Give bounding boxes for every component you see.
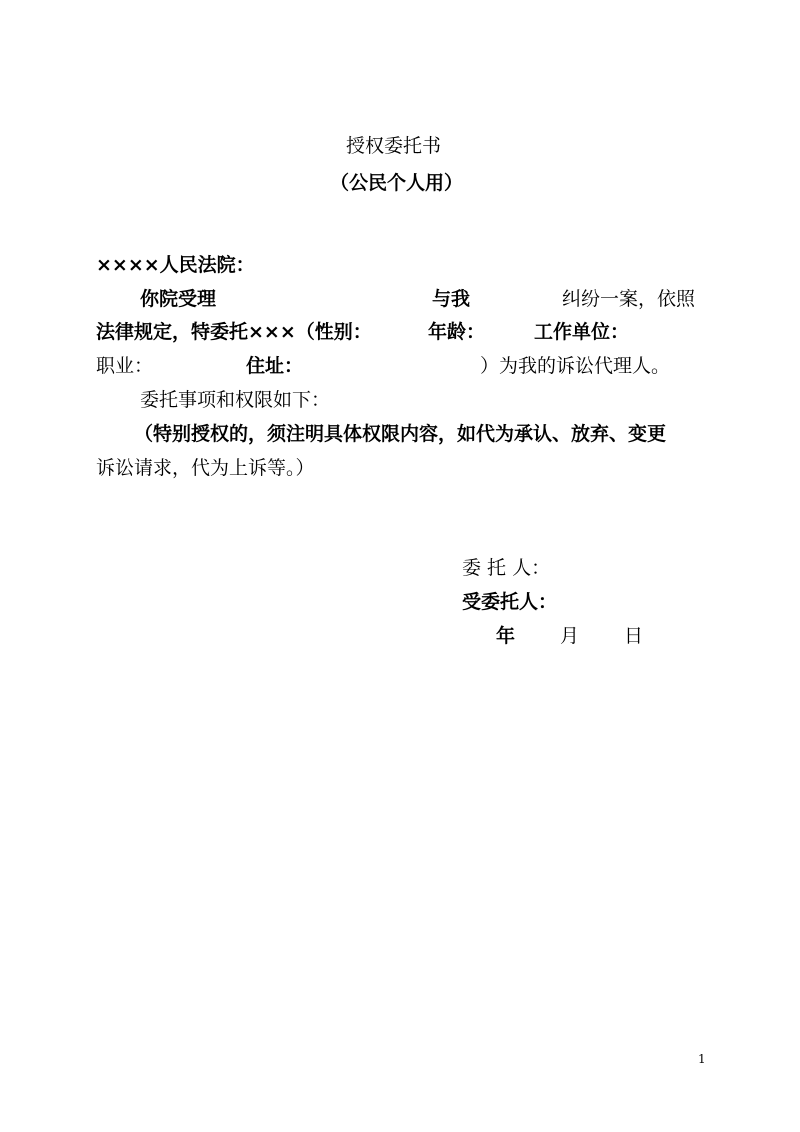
body-line1-c: 纠纷一案，依照 xyxy=(562,288,696,310)
principal-label: 委 托 人： xyxy=(462,557,551,579)
date-year: 年 xyxy=(496,625,516,647)
document-title: 授权委托书 xyxy=(346,135,442,157)
body-line3-a: 职业： xyxy=(96,355,154,377)
note-line2: 诉讼请求，代为上诉等。） xyxy=(96,457,315,479)
page-number: 1 xyxy=(698,1052,706,1066)
document-subtitle: （公民个人用） xyxy=(330,172,464,194)
agent-label: 受委托人： xyxy=(462,591,558,613)
date-month: 月 xyxy=(560,625,580,647)
body-line1-b: 与我 xyxy=(432,288,471,310)
note-line1: （特别授权的，须注明具体权限内容，如代为承认、放弃、变更 xyxy=(134,423,667,445)
body-line2-c: 工作单位： xyxy=(534,321,630,343)
body-line1-a: 你院受理 xyxy=(140,288,217,310)
body-line3-c: ）为我的诉讼代理人。 xyxy=(480,355,671,377)
body-line2-b: 年龄： xyxy=(428,321,486,343)
date-day: 日 xyxy=(624,625,644,647)
addressee: ××××人民法院： xyxy=(96,254,255,276)
matters-heading: 委托事项和权限如下： xyxy=(140,389,331,411)
body-line3-b: 住址： xyxy=(246,355,304,377)
body-line2-a: 法律规定，特委托×××（性别： xyxy=(96,321,372,343)
